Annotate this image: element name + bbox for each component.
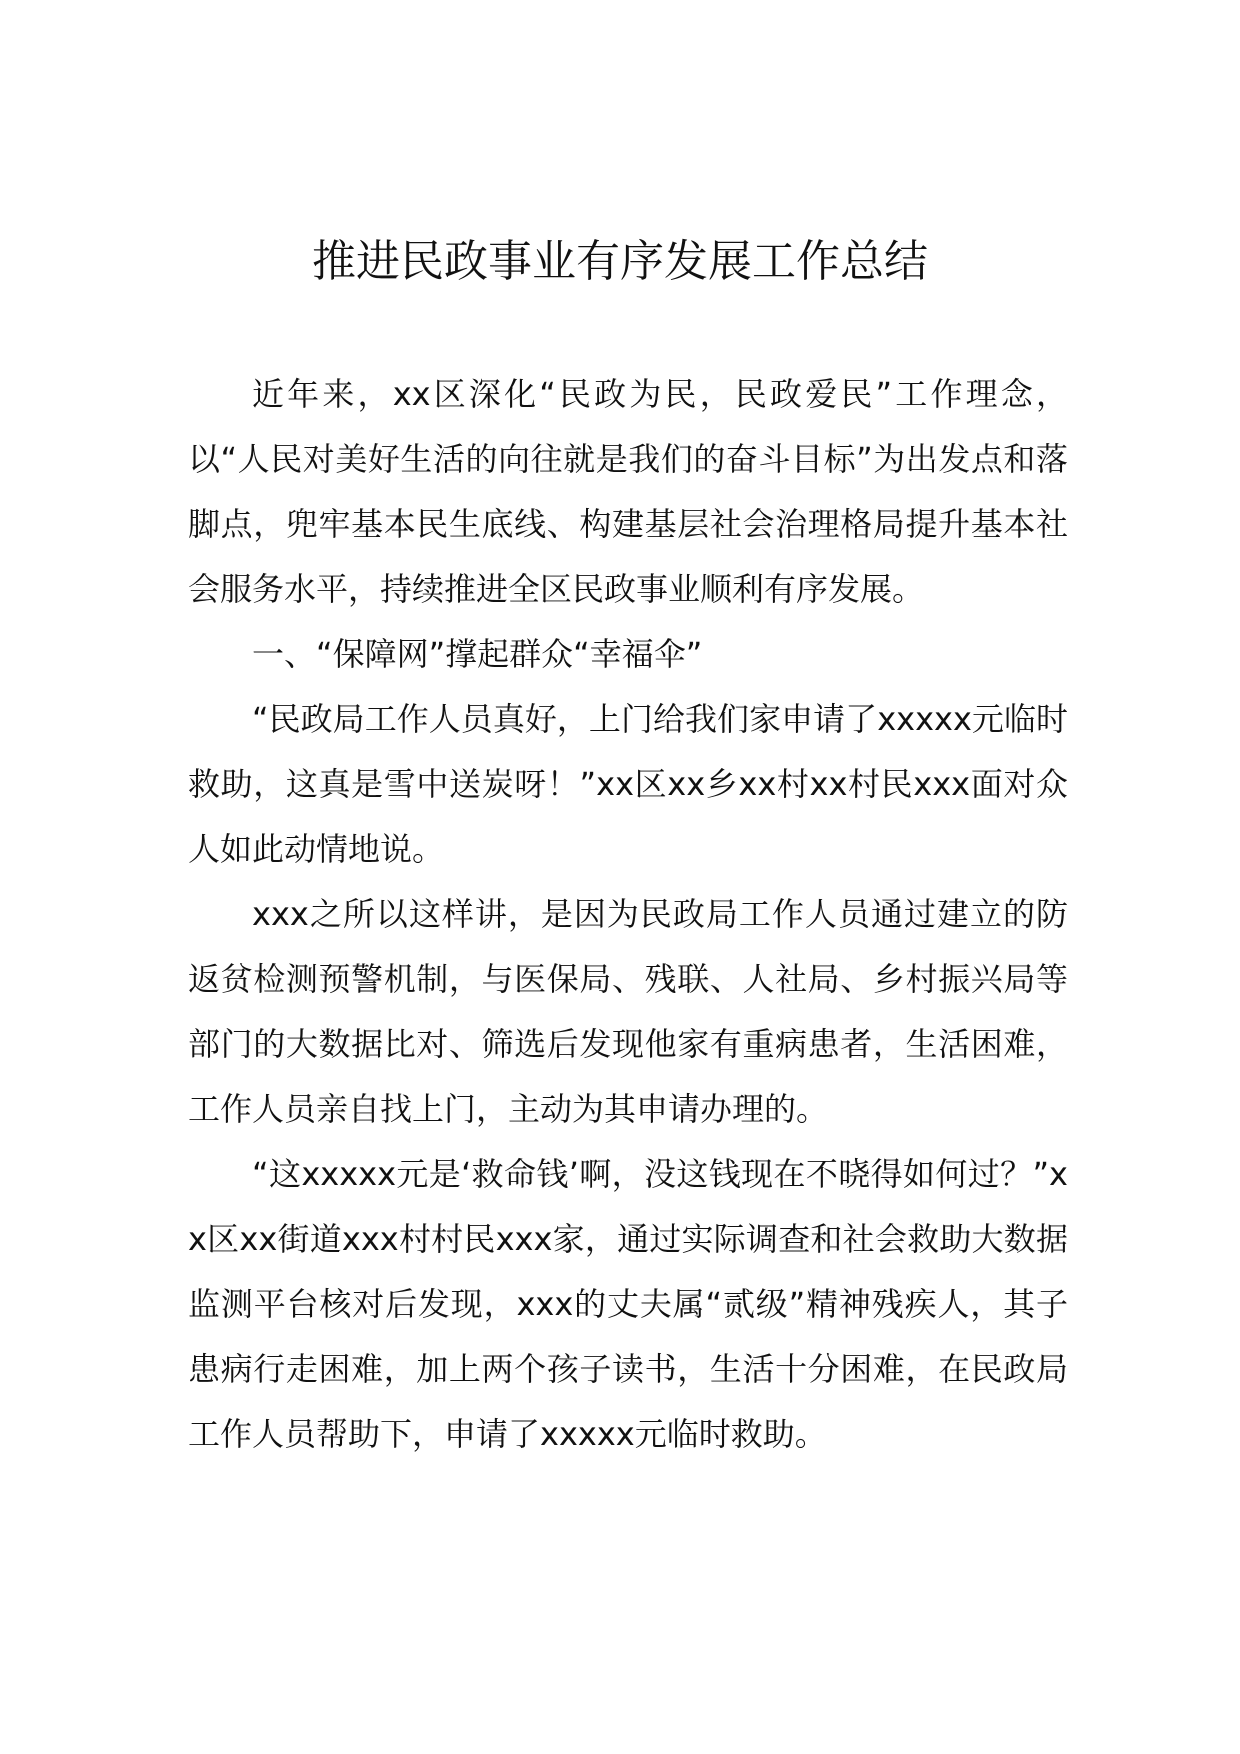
paragraph-quote-2: “这xxxxx元是‘救命钱’啊，没这钱现在不晓得如何过？”xx区xx街道xxx村村民xxx家，通过实际调查和社会救助大数据监测平台核对后发现，xxx的丈夫属“贰级”精神残疾人，其子患病行走困难，加上两个孩子读书，生活十分困难，在民政局工作人员帮助下，申请了xxxxx元临时救助。 [188,1155,1068,1453]
document-body [188,362,1068,1467]
section-heading-1: 一、“保障网”撑起群众“幸福伞” [252,635,703,673]
paragraph-quote-1: “民政局工作人员真好，上门给我们家申请了xxxxx元临时救助，这真是雪中送炭呀！”xx区xx乡xx村xx村民xxx面对众人如此动情地说。 [188,700,1068,868]
paragraph-intro: 近年来，xx区深化“民政为民，民政爱民”工作理念，以“人民对美好生活的向往就是我们的奋斗目标”为出发点和落脚点，兜牢基本民生底线、构建基层社会治理格局提升基本社会服务水平，持续推进全区民政事业顺利有序发展。 [188,375,1068,608]
document-title: 推进民政事业有序发展工作总结 [312,236,928,287]
paragraph-explanation: xxx之所以这样讲，是因为民政局工作人员通过建立的防返贫检测预警机制，与医保局、残联、人社局、乡村振兴局等部门的大数据比对、筛选后发现他家有重病患者，生活困难，工作人员亲自找上门，主动为其申请办理的。 [188,895,1068,1128]
